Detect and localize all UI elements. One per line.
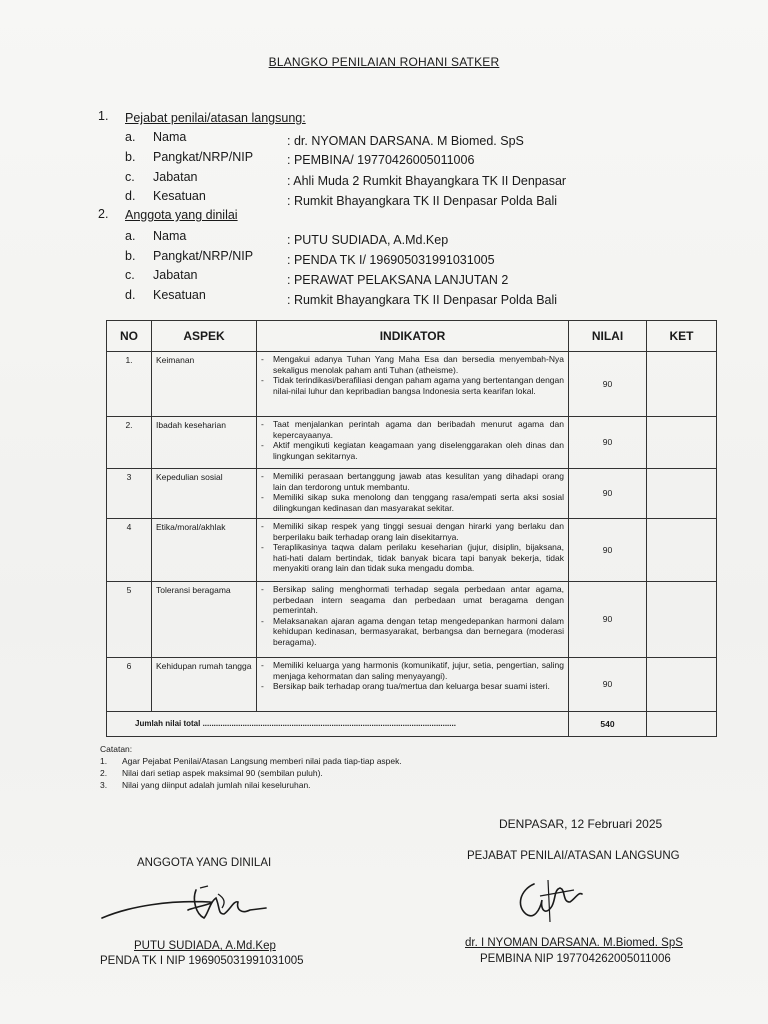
row-aspek: Kepedulian sosial <box>152 469 257 519</box>
row-aspek: Ibadah keseharian <box>152 417 257 469</box>
row-nilai: 90 <box>569 658 647 712</box>
header-ket: KET <box>647 321 717 352</box>
s2-value-kesatuan: : Rumkit Bhayangkara TK II Denpasar Polda Bali <box>287 293 558 307</box>
row-indikator <box>257 658 569 712</box>
indikator-item <box>261 440 564 461</box>
row-number: 1. <box>107 352 152 417</box>
row-nilai: 90 <box>569 582 647 658</box>
total-label: Jumlah nilai total .................................................................................................................. <box>107 712 569 737</box>
table-row <box>107 469 717 519</box>
s2-label-kesatuan: Kesatuan <box>153 288 206 302</box>
indikator-item <box>261 521 564 542</box>
bullet-dash: - <box>261 542 264 552</box>
row-indikator <box>257 519 569 582</box>
s1-letter-b: b. <box>125 150 136 164</box>
row-nilai: 90 <box>569 469 647 519</box>
section2-number: 2. <box>98 207 109 221</box>
row-aspek: Etika/moral/akhlak <box>152 519 257 582</box>
row-aspek: Keimanan <box>152 352 257 417</box>
indikator-text: Tidak terindikasi/berafiliasi dengan paham agama yang bertentangan dengan nilai-nilai luhur dan kepribadian bangsa Indonesia serta kearifan lokal. <box>273 375 564 396</box>
s1-label-pangkat: Pangkat/NRP/NIP <box>153 150 254 164</box>
bullet-dash: - <box>261 521 264 531</box>
indikator-text: Teraplikasinya taqwa dalam perilaku keseharian (jujur, disiplin, bijaksana, hati-hati dalam bertindak, tidak banyak bicara tapi banyak bekerja, tidak menyakiti orang lain dan tidak suka mengadu domba. <box>273 542 564 573</box>
indikator-item <box>261 419 564 440</box>
row-number: 4 <box>107 519 152 582</box>
row-nilai: 90 <box>569 352 647 417</box>
row-indikator <box>257 469 569 519</box>
s1-value-kesatuan: : Rumkit Bhayangkara TK II Denpasar Polda Bali <box>287 194 558 208</box>
s2-label-pangkat: Pangkat/NRP/NIP <box>153 249 254 263</box>
total-value: 540 <box>569 712 647 737</box>
note-item: 1. Agar Pejabat Penilai/Atasan Langsung memberi nilai pada tiap-tiap aspek. <box>100 756 402 766</box>
right-signature-mark <box>510 876 590 926</box>
section2-heading: Anggota yang dinilai <box>125 208 238 222</box>
bullet-dash: - <box>261 660 264 670</box>
bullet-dash: - <box>261 419 264 429</box>
table-row <box>107 352 717 417</box>
s2-letter-a: a. <box>125 229 136 243</box>
s1-value-nama: : dr. NYOMAN DARSANA. M Biomed. SpS <box>287 134 524 148</box>
bullet-dash: - <box>261 681 264 691</box>
bullet-dash: - <box>261 440 264 450</box>
row-indikator <box>257 417 569 469</box>
header-indikator: INDIKATOR <box>257 321 569 352</box>
section1-number: 1. <box>98 109 109 123</box>
indikator-text: Bersikap baik terhadap orang tua/mertua dan keluarga besar suami isteri. <box>273 681 550 691</box>
indikator-item <box>261 471 564 492</box>
row-nilai: 90 <box>569 417 647 469</box>
indikator-text: Memiliki sikap respek yang tinggi sesuai dengan hirarki yang berlaku dan berperilaku baik terhadap orang lain disekitarnya. <box>273 521 564 542</box>
s1-letter-d: d. <box>125 189 136 203</box>
indikator-item <box>261 660 564 681</box>
s2-value-jabatan: : PERAWAT PELAKSANA LANJUTAN 2 <box>287 273 509 287</box>
s2-letter-d: d. <box>125 288 136 302</box>
bullet-dash: - <box>261 471 264 481</box>
left-signature-mark <box>100 880 270 930</box>
indikator-text: Aktif mengikuti kegiatan keagamaan yang diselenggarakan oleh dinas dan lingkungan sekitarnya. <box>273 440 564 461</box>
row-ket <box>647 582 717 658</box>
s1-value-pangkat: : PEMBINA/ 19770426005011006 <box>287 153 475 167</box>
row-indikator <box>257 352 569 417</box>
s2-value-pangkat: : PENDA TK I/ 196905031991031005 <box>287 253 495 267</box>
header-no: NO <box>107 321 152 352</box>
s1-value-jabatan: : Ahli Muda 2 Rumkit Bhayangkara TK II Denpasar <box>287 174 567 188</box>
notes <box>100 743 402 791</box>
right-signature-id: PEMBINA NIP 197704262005011006 <box>480 953 671 965</box>
bullet-dash: - <box>261 584 264 594</box>
bullet-dash: - <box>261 492 264 502</box>
indikator-text: Taat menjalankan perintah agama dan beribadah menurut agama dan kepercayaanya. <box>273 419 564 440</box>
indikator-text: Mengakui adanya Tuhan Yang Maha Esa dan bersedia menyembah-Nya sekaligus menolak paham anti Tuhan (atheisme). <box>273 354 564 375</box>
indikator-text: Memiliki sikap suka menolong dan tenggang rasa/empati serta aksi sosial dilingkungan kedinasan dan masyarakat sekitar. <box>273 492 564 513</box>
indikator-text: Melaksanakan ajaran agama dengan tetap mengedepankan harmoni dalam kehidupan kedinasan, bermasyarakat, berbangsa dan bernegara (moderasi beragama). <box>273 615 564 647</box>
table-row <box>107 582 717 658</box>
indikator-text: Memiliki keluarga yang harmonis (komunikatif, jujur, setia, pengertian, saling menjaga kehormatan dan saling menyayangi). <box>273 660 564 681</box>
row-aspek: Kehidupan rumah tangga <box>152 658 257 712</box>
assessment-table <box>106 320 717 737</box>
indikator-text: Bersikap saling menghormati terhadap segala perbedaan antar agama, perbedaan intern seagama dan perbedaan umat beragama dengan pemerintah. <box>273 584 564 615</box>
section1-heading: Pejabat penilai/atasan langsung: <box>125 111 306 125</box>
s2-value-nama: : PUTU SUDIADA, A.Md.Kep <box>287 233 449 247</box>
right-signature-role: PEJABAT PENILAI/ATASAN LANGSUNG <box>467 850 680 862</box>
s2-letter-b: b. <box>125 249 136 263</box>
row-aspek: Toleransi beragama <box>152 582 257 658</box>
row-ket <box>647 352 717 417</box>
s1-label-nama: Nama <box>153 130 187 144</box>
s2-letter-c: c. <box>125 268 135 282</box>
table-row <box>107 658 717 712</box>
header-aspek: ASPEK <box>152 321 257 352</box>
note-item: 3. Nilai yang diinput adalah jumlah nilai keseluruhan. <box>100 780 311 790</box>
left-signature-id: PENDA TK I NIP 196905031991031005 <box>100 955 304 967</box>
left-signature-name: PUTU SUDIADA, A.Md.Kep <box>134 940 276 952</box>
row-ket <box>647 417 717 469</box>
table-header-row <box>107 321 717 352</box>
note-item: 2. Nilai dari setiap aspek maksimal 90 (sembilan puluh). <box>100 768 323 778</box>
indikator-item <box>261 616 564 648</box>
indikator-item <box>261 542 564 574</box>
row-ket <box>647 658 717 712</box>
row-indikator <box>257 582 569 658</box>
total-row <box>107 712 717 737</box>
bullet-dash: - <box>261 375 264 385</box>
indikator-item <box>261 492 564 513</box>
s1-label-kesatuan: Kesatuan <box>153 189 206 203</box>
s2-label-nama: Nama <box>153 229 187 243</box>
left-signature-role: ANGGOTA YANG DINILAI <box>137 857 272 869</box>
notes-heading: Catatan: <box>100 744 133 754</box>
right-signature-name: dr. I NYOMAN DARSANA. M.Biomed. SpS <box>465 937 683 949</box>
indikator-item <box>261 375 564 396</box>
row-ket <box>647 469 717 519</box>
header-nilai: NILAI <box>569 321 647 352</box>
row-number: 2. <box>107 417 152 469</box>
s1-letter-c: c. <box>125 170 135 184</box>
place-date: DENPASAR, 12 Februari 2025 <box>499 817 663 831</box>
indikator-text: Memiliki perasaan bertanggung jawab atas kesulitan yang dihadapi orang lain dan terdorong untuk membantu. <box>273 471 564 492</box>
row-nilai: 90 <box>569 519 647 582</box>
s2-label-jabatan: Jabatan <box>153 268 198 282</box>
bullet-dash: - <box>261 615 264 626</box>
document-title: BLANGKO PENILAIAN ROHANI SATKER <box>268 55 500 69</box>
indikator-item <box>261 681 564 692</box>
table-row <box>107 519 717 582</box>
row-number: 6 <box>107 658 152 712</box>
row-number: 5 <box>107 582 152 658</box>
bullet-dash: - <box>261 354 264 364</box>
s1-letter-a: a. <box>125 130 136 144</box>
table-row <box>107 417 717 469</box>
total-ket <box>647 712 717 737</box>
indikator-item <box>261 584 564 616</box>
indikator-item <box>261 354 564 375</box>
row-ket <box>647 519 717 582</box>
row-number: 3 <box>107 469 152 519</box>
s1-label-jabatan: Jabatan <box>153 170 198 184</box>
